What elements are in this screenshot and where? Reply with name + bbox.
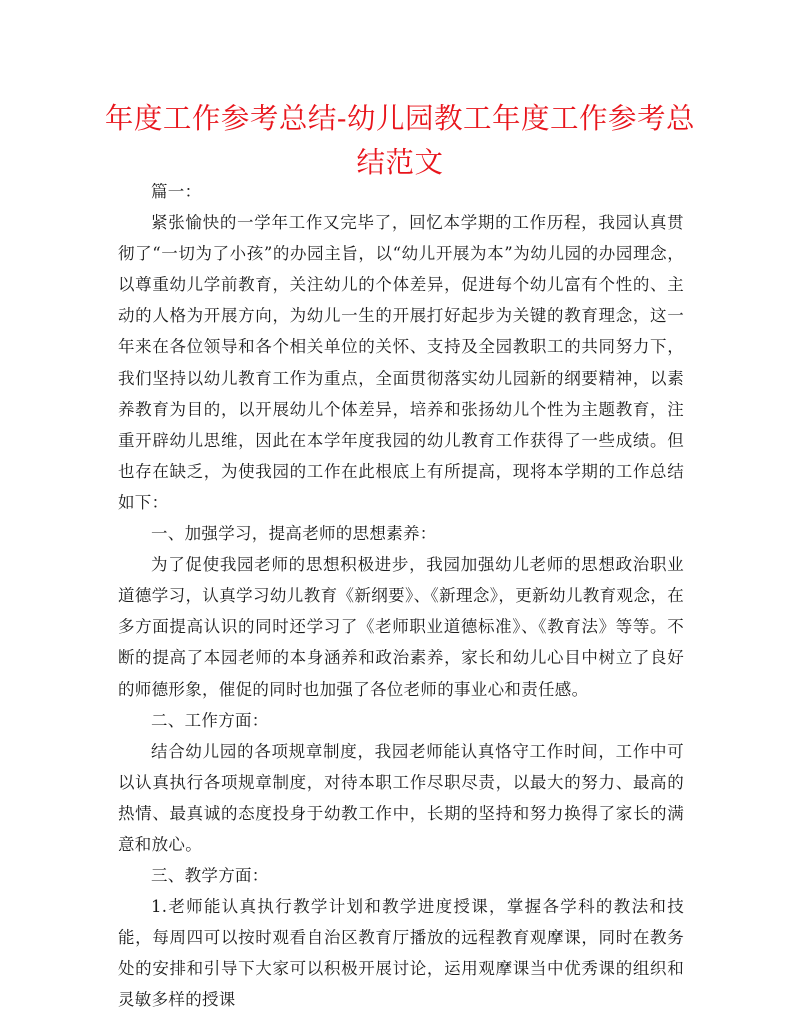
section-heading: 一、加强学习，提高老师的思想素养：	[151, 524, 437, 544]
section-heading: 二、工作方面：	[151, 710, 269, 730]
section-heading: 三、教学方面：	[151, 866, 269, 886]
paragraph: 1.老师能认真执行教学计划和教学进度授课，掌握各学科的教法和技能，每周四可以按时观看自治区教育厅播放的远程教育观摩课，同时在教务处的安排和引导下大家可以积极开展讨论，运用观摩课当中优秀课的组织和灵敏多样的授课	[118, 897, 684, 1010]
paragraph: 结合幼儿园的各项规章制度，我园老师能认真恪守工作时间，工作中可以认真执行各项规章制度，对待本职工作尽职尽责，以最大的努力、最高的热情、最真诚的态度投身于幼教工作中，长期的坚持和努力换得了家长的满意和放心。	[118, 741, 684, 854]
document-body	[118, 176, 684, 1016]
paragraph: 为了促使我园老师的思想积极进步，我园加强幼儿老师的思想政治职业道德学习，认真学习幼儿教育《新纲要》、《新理念》，更新幼儿教育观念，在多方面提高认识的同时还学习了《老师职业道德标准》、《教育法》等等。不断的提高了本园老师的本身涵养和政治素养，家长和幼儿心目中树立了良好的师德形象，催促的同时也加强了各位老师的事业心和责任感。	[118, 555, 684, 699]
paragraph: 紧张愉快的一学年工作又完毕了，回忆本学期的工作历程，我园认真贯彻了“一切为了小孩”的办园主旨，以“幼儿开展为本”为幼儿园的办园理念，以尊重幼儿学前教育，关注幼儿的个体差异，促进每个幼儿富有个性的、主动的人格为开展方向，为幼儿一生的开展打好起步为关键的教育理念，这一年来在各位领导和各个相关单位的关怀、支持及全园教职工的共同努力下，我们坚持以幼儿教育工作为重点，全面贯彻落实幼儿园新的纲要精神，以素养教育为目的，以开展幼儿个体差异，培养和张扬幼儿个性为主题教育，注重开辟幼儿思维，因此在本学年度我园的幼儿教育工作获得了一些成绩。但也存在缺乏，为使我园的工作在此根底上有所提高，现将本学期的工作总结如下：	[118, 213, 684, 512]
document-title: 年度工作参考总结-幼儿园教工年度工作参考总结范文	[104, 102, 696, 179]
section-label: 篇一：	[151, 182, 202, 201]
